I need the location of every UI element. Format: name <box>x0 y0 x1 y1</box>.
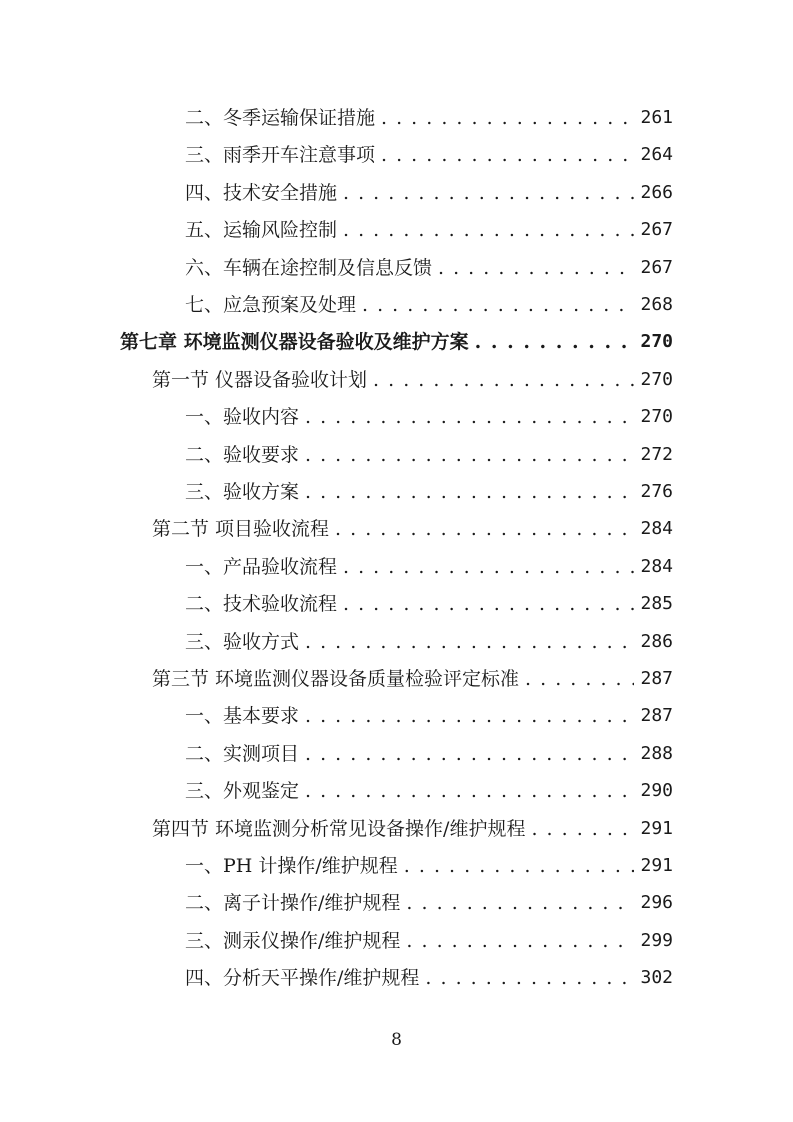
toc-entry-title: 一、验收内容 <box>185 406 300 429</box>
toc-entry[interactable] <box>185 474 673 510</box>
toc-entry[interactable] <box>185 960 673 996</box>
toc-entry[interactable] <box>185 848 673 884</box>
toc-entry-title: 三、雨季开车注意事项 <box>185 144 376 167</box>
toc-dot-leader <box>373 362 634 398</box>
toc-entry[interactable] <box>185 250 673 286</box>
toc-entry-title: 第四节 环境监测分析常见设备操作/维护规程 <box>152 817 526 840</box>
toc-dot-leader <box>343 175 634 211</box>
toc-entry-page: 266 <box>640 181 673 203</box>
toc-entry[interactable] <box>152 511 673 547</box>
toc-entry-title: 六、车辆在途控制及信息反馈 <box>185 256 433 279</box>
toc-entry-page: 270 <box>640 406 673 428</box>
toc-entry-page: 302 <box>640 967 673 989</box>
toc-dot-leader <box>305 736 634 772</box>
toc-entry-page: 264 <box>640 144 673 166</box>
toc-dot-leader <box>305 437 634 473</box>
toc-entry-title: 三、验收方式 <box>185 630 300 653</box>
toc-entry-page: 291 <box>640 817 673 839</box>
toc-entry-title: 三、测汞仪操作/维护规程 <box>185 929 401 952</box>
toc-dot-leader <box>438 250 634 286</box>
toc-entry[interactable] <box>185 773 673 809</box>
toc-entry-page: 272 <box>640 443 673 465</box>
toc-entry-page: 270 <box>640 331 673 353</box>
toc-dot-leader <box>425 960 634 996</box>
toc-dot-leader <box>343 586 634 622</box>
toc-dot-leader <box>362 287 634 323</box>
toc-entry-title: 四、技术安全措施 <box>185 181 338 204</box>
toc-entry[interactable] <box>185 100 673 136</box>
toc-entry[interactable] <box>152 811 673 847</box>
toc-entry-title: 二、技术验收流程 <box>185 593 338 616</box>
toc-entry-page: 288 <box>640 742 673 764</box>
toc-entry[interactable] <box>185 736 673 772</box>
toc-entry[interactable] <box>185 885 673 921</box>
toc-entry-title: 二、实测项目 <box>185 742 300 765</box>
toc-entry[interactable] <box>185 437 673 473</box>
toc-entry[interactable] <box>185 923 673 959</box>
toc-entry-page: 286 <box>640 630 673 652</box>
toc-dot-leader <box>343 549 634 585</box>
toc-entry[interactable] <box>185 586 673 622</box>
toc-entry[interactable] <box>152 661 673 697</box>
toc-entry-page: 284 <box>640 518 673 540</box>
toc-entry[interactable] <box>185 399 673 435</box>
toc-entry-page: 270 <box>640 368 673 390</box>
toc-dot-leader <box>305 698 634 734</box>
toc-dot-leader <box>381 100 634 136</box>
toc-dot-leader <box>305 773 634 809</box>
toc-entry-page: 299 <box>640 929 673 951</box>
toc-entry-title: 四、分析天平操作/维护规程 <box>185 967 420 990</box>
toc-entry[interactable] <box>185 287 673 323</box>
toc-dot-leader <box>475 324 635 360</box>
toc-entry[interactable] <box>152 362 673 398</box>
toc-entry-page: 296 <box>640 892 673 914</box>
toc-entry[interactable] <box>185 175 673 211</box>
toc-entry-page: 267 <box>640 256 673 278</box>
toc-entry[interactable] <box>185 549 673 585</box>
toc-dot-leader <box>404 848 635 884</box>
toc-entry-page: 287 <box>640 705 673 727</box>
toc-entry-title: 一、产品验收流程 <box>185 555 338 578</box>
toc-entry-title: 第三节 环境监测仪器设备质量检验评定标准 <box>152 668 520 690</box>
toc-entry-title: 二、冬季运输保证措施 <box>185 107 376 129</box>
toc-entry-title: 七、应急预案及处理 <box>185 294 357 316</box>
toc-entry-page: 291 <box>640 855 673 876</box>
toc-entry-title: 一、PH 计操作/维护规程 <box>185 855 398 877</box>
toc-entry[interactable] <box>185 137 673 173</box>
toc-entry-page: 287 <box>640 668 673 689</box>
toc-entry-title: 第七章 环境监测仪器设备验收及维护方案 <box>120 331 469 354</box>
toc-dot-leader <box>406 923 634 959</box>
toc-entry-title: 三、验收方案 <box>185 481 300 503</box>
toc-dot-leader <box>406 885 634 921</box>
toc-dot-leader <box>381 137 634 173</box>
toc-dot-leader <box>525 661 634 697</box>
toc-entry[interactable] <box>185 212 673 248</box>
toc-entry[interactable] <box>185 698 673 734</box>
toc-entry-title: 二、离子计操作/维护规程 <box>185 892 401 915</box>
toc-dot-leader <box>531 811 634 847</box>
toc-entry-page: 267 <box>640 219 673 241</box>
toc-entry-title: 第一节 仪器设备验收计划 <box>152 368 368 391</box>
toc-entry-title: 第二节 项目验收流程 <box>152 518 330 541</box>
toc-dot-leader <box>335 511 634 547</box>
toc-entry-title: 五、运输风险控制 <box>185 219 338 242</box>
toc-entry[interactable] <box>185 624 673 660</box>
toc-entry-title: 三、外观鉴定 <box>185 780 300 803</box>
toc-entry-title: 一、基本要求 <box>185 705 300 728</box>
toc-entry-page: 276 <box>640 481 673 502</box>
toc-entry-page: 268 <box>640 294 673 315</box>
toc-dot-leader <box>305 474 634 510</box>
page-number: 8 <box>391 1030 402 1050</box>
toc-dot-leader <box>343 212 634 248</box>
toc-entry-page: 285 <box>640 593 673 615</box>
toc-entry-page: 261 <box>640 107 673 128</box>
toc-entry-page: 284 <box>640 555 673 577</box>
toc-dot-leader <box>305 624 634 660</box>
toc-dot-leader <box>305 399 634 435</box>
toc-entry-page: 290 <box>640 780 673 802</box>
toc-entry-title: 二、验收要求 <box>185 443 300 466</box>
toc-entry[interactable] <box>120 324 673 360</box>
